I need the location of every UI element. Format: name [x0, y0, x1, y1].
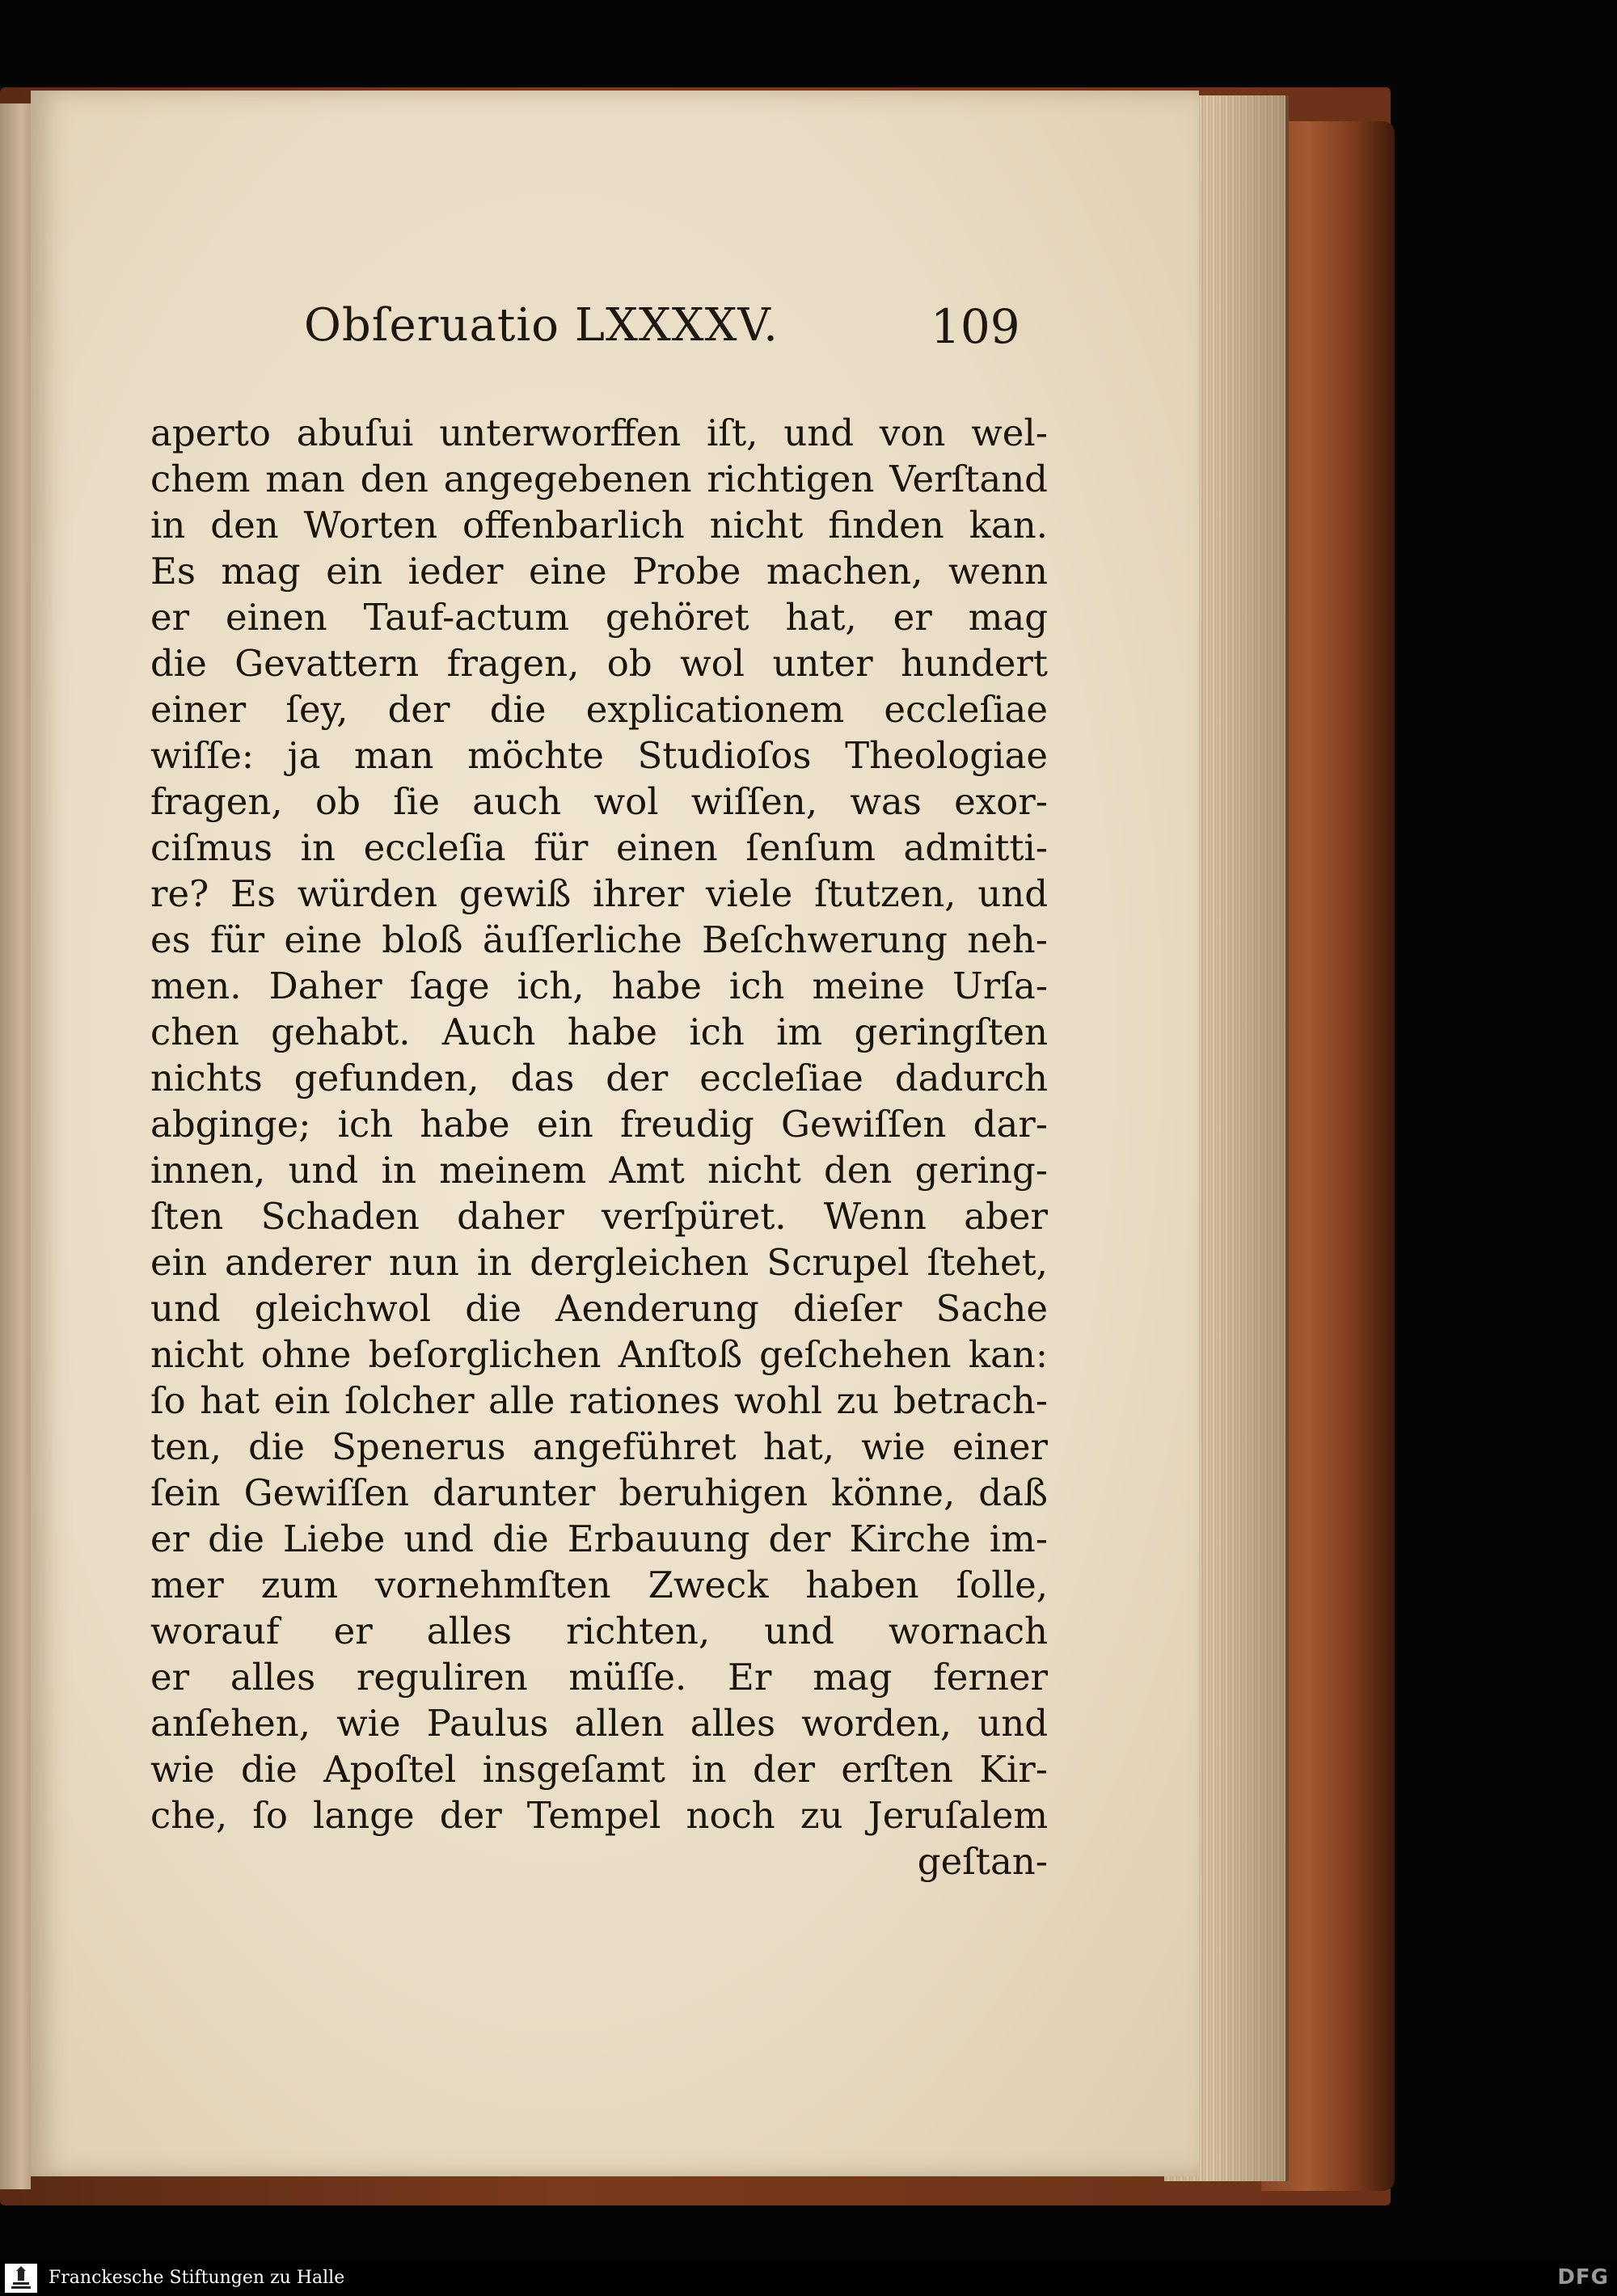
text-line: ten, die Spenerus angeführet hat, wie einer — [150, 1425, 1048, 1468]
institution-name: Franckesche Stiftungen zu Halle — [49, 2268, 345, 2288]
text-line: nichts gefunden, das der eccleſiae dadurch — [150, 1057, 1048, 1099]
text-line: chen gehabt. Auch habe ich im geringſten — [150, 1011, 1048, 1053]
running-head: Obſeruatio LXXXXV. — [304, 299, 779, 352]
text-line: abginge; ich habe ein freudig Gewiſſen dar- — [150, 1103, 1048, 1146]
text-line: ein anderer nun in dergleichen Scrupel ſtehet, — [150, 1241, 1048, 1284]
text-line: ſein Gewiſſen darunter beruhigen könne, daß — [150, 1471, 1048, 1514]
text-line: es für eine bloß äuſſerliche Beſchwerung neh- — [150, 918, 1048, 961]
text-line: er einen Tauf-actum gehöret hat, er mag — [150, 596, 1048, 639]
book-page — [31, 91, 1199, 2176]
text-line: aperto abuſui unterworffen iſt, und von wel- — [150, 412, 1048, 454]
text-line: wie die Apoſtel insgeſamt in der erſten Kir- — [150, 1748, 1048, 1791]
catchword: geſtan- — [917, 1840, 1048, 1883]
institution-logo-icon — [5, 2264, 37, 2293]
text-line: mer zum vornehmſten Zweck haben ſolle, — [150, 1564, 1048, 1606]
text-line: chem man den angegebenen richtigen Verſtand — [150, 458, 1048, 500]
text-line: wiſſe: ja man möchte Studioſos Theologiae — [150, 734, 1048, 777]
text-line: ſo hat ein ſolcher alle rationes wohl zu betrach- — [150, 1379, 1048, 1422]
dfg-logo: DFG — [1557, 2265, 1609, 2290]
footer-bar — [0, 2260, 1617, 2296]
text-line: er alles reguliren müſſe. Er mag ferner — [150, 1656, 1048, 1699]
text-line: worauf er alles richten, und wornach — [150, 1610, 1048, 1652]
page-number: 109 — [931, 299, 1020, 354]
text-line: in den Worten offenbarlich nicht finden kan. — [150, 504, 1048, 547]
text-line: einer ſey, der die explicationem eccleſiae — [150, 688, 1048, 731]
text-line: und gleichwol die Aenderung dieſer Sache — [150, 1287, 1048, 1330]
text-line: anſehen, wie Paulus allen alles worden, und — [150, 1702, 1048, 1745]
text-line: nicht ohne beſorglichen Anſtoß geſchehen kan: — [150, 1333, 1048, 1376]
text-line: che, ſo lange der Tempel noch zu Jeruſalem — [150, 1794, 1048, 1837]
page-header — [304, 299, 1032, 364]
text-line: fragen, ob ſie auch wol wiſſen, was exor- — [150, 780, 1048, 823]
text-line: er die Liebe und die Erbauung der Kirche im- — [150, 1517, 1048, 1560]
body-text — [150, 410, 1048, 1884]
text-line: ſten Schaden daher verſpüret. Wenn aber — [150, 1195, 1048, 1238]
text-line: Es mag ein ieder eine Probe machen, wenn — [150, 550, 1048, 593]
text-line: innen, und in meinem Amt nicht den gering- — [150, 1149, 1048, 1192]
text-line: die Gevattern fragen, ob wol unter hundert — [150, 642, 1048, 685]
text-line: men. Daher ſage ich, habe ich meine Urſa- — [150, 964, 1048, 1007]
text-line: re? Es würden gewiß ihrer viele ſtutzen, und — [150, 872, 1048, 915]
text-line: ciſmus in eccleſia für einen ſenſum admitti- — [150, 826, 1048, 869]
facing-page-sliver — [0, 103, 31, 2189]
